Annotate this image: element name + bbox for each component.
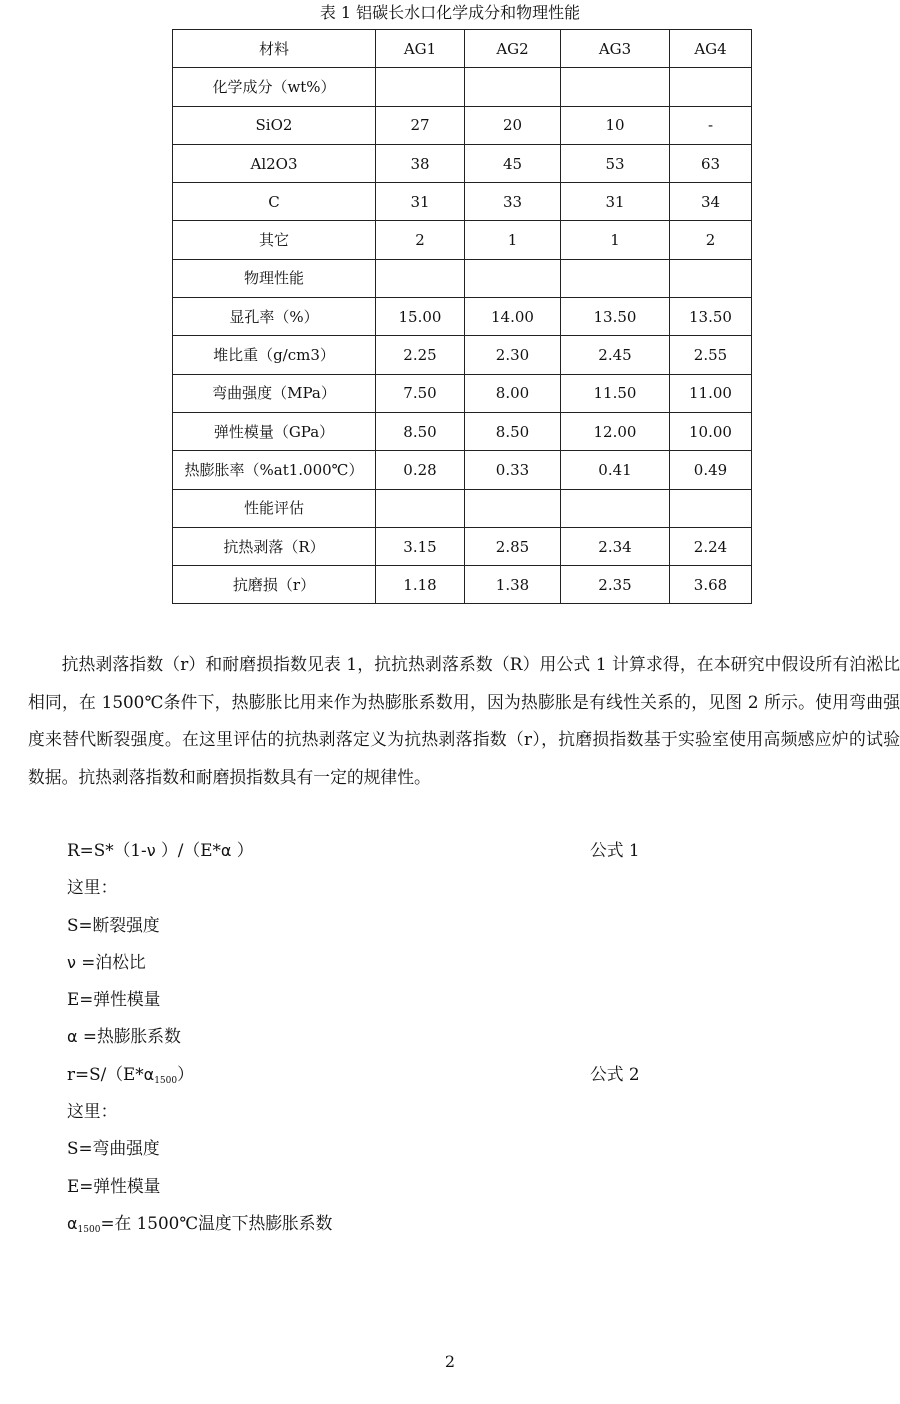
table-cell: 2.24 bbox=[670, 527, 752, 565]
table-cell: 0.49 bbox=[670, 451, 752, 489]
table-header-cell: 材料 bbox=[173, 30, 376, 68]
formula-2 bbox=[67, 1056, 867, 1093]
table-cell: 8.50 bbox=[465, 412, 561, 450]
table-row bbox=[173, 336, 752, 374]
table-caption: 表 1 铝碳长水口化学成分和物理性能 bbox=[319, 3, 581, 22]
table-cell: 3.15 bbox=[376, 527, 465, 565]
table-cell: 38 bbox=[376, 144, 465, 182]
table-row bbox=[173, 412, 752, 450]
table-cell: 2.34 bbox=[561, 527, 670, 565]
table-cell: 0.33 bbox=[465, 451, 561, 489]
table-cell bbox=[376, 259, 465, 297]
row-label-cell: 性能评估 bbox=[173, 489, 376, 527]
table-row bbox=[173, 374, 752, 412]
formula-1 bbox=[67, 832, 867, 869]
formula-2-prefix: r=S/（E* bbox=[67, 1063, 144, 1084]
table-cell: 1.18 bbox=[376, 566, 465, 604]
table-row bbox=[173, 566, 752, 604]
table-cell: 13.50 bbox=[670, 298, 752, 336]
table-cell: 3.68 bbox=[670, 566, 752, 604]
table-cell: 2 bbox=[376, 221, 465, 259]
formula-1-suffix: ） bbox=[231, 840, 254, 860]
def-alpha-2-symbol: α bbox=[67, 1213, 78, 1233]
where-2: 这里： bbox=[67, 1101, 118, 1122]
def-s-2: S=弯曲强度 bbox=[67, 1138, 160, 1159]
table-cell: 13.50 bbox=[561, 298, 670, 336]
row-label-cell: 物理性能 bbox=[173, 259, 376, 297]
table-cell: 2.85 bbox=[465, 527, 561, 565]
table-header-cell: AG1 bbox=[376, 30, 465, 68]
def-nu-symbol: ν bbox=[67, 952, 76, 972]
formula-1-alpha: α bbox=[220, 841, 232, 860]
table-cell: 10 bbox=[561, 106, 670, 144]
def-alpha-1-symbol: α bbox=[67, 1027, 78, 1047]
table-cell: 53 bbox=[561, 144, 670, 182]
formula-section bbox=[67, 832, 867, 1242]
table-cell: 2.45 bbox=[561, 336, 670, 374]
def-s-1: S=断裂强度 bbox=[67, 914, 160, 935]
table-header-cell: AG4 bbox=[670, 30, 752, 68]
table-cell: 31 bbox=[376, 183, 465, 221]
formula-2-suffix: ） bbox=[177, 1063, 194, 1084]
def-e-2: E=弹性模量 bbox=[67, 1175, 161, 1196]
formula-1-prefix: R=S*（1- bbox=[67, 840, 147, 860]
row-label-cell: 抗磨损（r） bbox=[173, 566, 376, 604]
formula-1-mid: ）/（E* bbox=[155, 840, 221, 860]
body-paragraph: 抗热剥落指数（r）和耐磨损指数见表 1，抗抗热剥落系数（R）用公式 1 计算求得，在本研究中假设所有泊淞比相同，在 1500℃条件下，热膨胀比用来作为热膨胀系数用，因为热膨胀是有线性关系的，见图 2 所示。使用弯曲强度来替代断裂强度。在这里评估的抗热剥落定义为抗热剥落指数（r），抗磨损指数基于实验室使用高频感应炉的试验数据。抗热剥落指数和耐磨损指数具有一定的规律性。 bbox=[28, 654, 900, 787]
row-label-cell: 弯曲强度（MPa） bbox=[173, 374, 376, 412]
table-row bbox=[173, 298, 752, 336]
table-cell: 14.00 bbox=[465, 298, 561, 336]
table-cell: 45 bbox=[465, 144, 561, 182]
formula-2-label: 公式 2 bbox=[590, 1063, 640, 1084]
table-cell bbox=[376, 489, 465, 527]
table-cell: 2.35 bbox=[561, 566, 670, 604]
row-label-cell: 显孔率（%） bbox=[173, 298, 376, 336]
table-row bbox=[173, 489, 752, 527]
table-row bbox=[173, 221, 752, 259]
table-cell: 7.50 bbox=[376, 374, 465, 412]
def-nu bbox=[67, 944, 867, 981]
table-cell bbox=[561, 259, 670, 297]
page-number: 2 bbox=[444, 1352, 456, 1371]
def-alpha-2-text: =在 1500℃温度下热膨胀系数 bbox=[100, 1212, 333, 1233]
row-label-cell: C bbox=[173, 183, 376, 221]
table-row bbox=[173, 259, 752, 297]
table-row bbox=[173, 527, 752, 565]
row-label-cell: 堆比重（g/cm3） bbox=[173, 336, 376, 374]
table-cell bbox=[465, 489, 561, 527]
table-cell bbox=[376, 68, 465, 106]
table-header-cell: AG2 bbox=[465, 30, 561, 68]
row-label-cell: 热膨胀率（%at1.000℃） bbox=[173, 451, 376, 489]
table-cell: 15.00 bbox=[376, 298, 465, 336]
table-cell bbox=[670, 259, 752, 297]
table-header-row bbox=[173, 30, 752, 68]
table-body bbox=[173, 30, 752, 604]
def-alpha-2 bbox=[67, 1205, 867, 1242]
table-cell: 2.30 bbox=[465, 336, 561, 374]
table-row bbox=[173, 183, 752, 221]
where-1: 这里： bbox=[67, 877, 118, 898]
def-alpha-1-text: =热膨胀系数 bbox=[77, 1026, 181, 1047]
row-label-cell: 弹性模量（GPa） bbox=[173, 412, 376, 450]
table-cell bbox=[561, 489, 670, 527]
def-nu-text: =泊松比 bbox=[75, 951, 146, 972]
table-cell: 12.00 bbox=[561, 412, 670, 450]
table-cell: 8.00 bbox=[465, 374, 561, 412]
table-cell: - bbox=[670, 106, 752, 144]
table-cell: 10.00 bbox=[670, 412, 752, 450]
table-header-cell: AG3 bbox=[561, 30, 670, 68]
table-cell: 8.50 bbox=[376, 412, 465, 450]
row-label-cell: Al2O3 bbox=[173, 144, 376, 182]
table-cell bbox=[465, 259, 561, 297]
table-cell: 0.28 bbox=[376, 451, 465, 489]
def-e-1: E=弹性模量 bbox=[67, 989, 161, 1010]
table-cell: 11.00 bbox=[670, 374, 752, 412]
table-cell: 2.55 bbox=[670, 336, 752, 374]
row-label-cell: 其它 bbox=[173, 221, 376, 259]
composition-table bbox=[172, 29, 752, 604]
table-cell bbox=[670, 68, 752, 106]
def-alpha-2-sub: 1500 bbox=[77, 1224, 101, 1235]
def-alpha-1 bbox=[67, 1018, 867, 1055]
table-cell: 34 bbox=[670, 183, 752, 221]
table-cell: 1 bbox=[561, 221, 670, 259]
row-label-cell: SiO2 bbox=[173, 106, 376, 144]
table-cell bbox=[465, 68, 561, 106]
table-cell: 63 bbox=[670, 144, 752, 182]
table-cell: 1.38 bbox=[465, 566, 561, 604]
row-label-cell: 抗热剥落（R） bbox=[173, 527, 376, 565]
table-cell: 2 bbox=[670, 221, 752, 259]
table-cell bbox=[670, 489, 752, 527]
formula-2-sub: 1500 bbox=[154, 1075, 178, 1086]
table-cell: 11.50 bbox=[561, 374, 670, 412]
table-cell: 33 bbox=[465, 183, 561, 221]
table-cell: 31 bbox=[561, 183, 670, 221]
table-cell: 1 bbox=[465, 221, 561, 259]
table-row bbox=[173, 451, 752, 489]
table-row bbox=[173, 106, 752, 144]
table-row bbox=[173, 68, 752, 106]
table-cell: 0.41 bbox=[561, 451, 670, 489]
row-label-cell: 化学成分（wt%） bbox=[173, 68, 376, 106]
formula-2-alpha: α bbox=[143, 1064, 155, 1084]
table-row bbox=[173, 144, 752, 182]
table-cell: 27 bbox=[376, 106, 465, 144]
formula-1-nu: ν bbox=[146, 841, 156, 860]
formula-1-label: 公式 1 bbox=[590, 840, 640, 860]
table-cell: 2.25 bbox=[376, 336, 465, 374]
table-cell: 20 bbox=[465, 106, 561, 144]
table-cell bbox=[561, 68, 670, 106]
